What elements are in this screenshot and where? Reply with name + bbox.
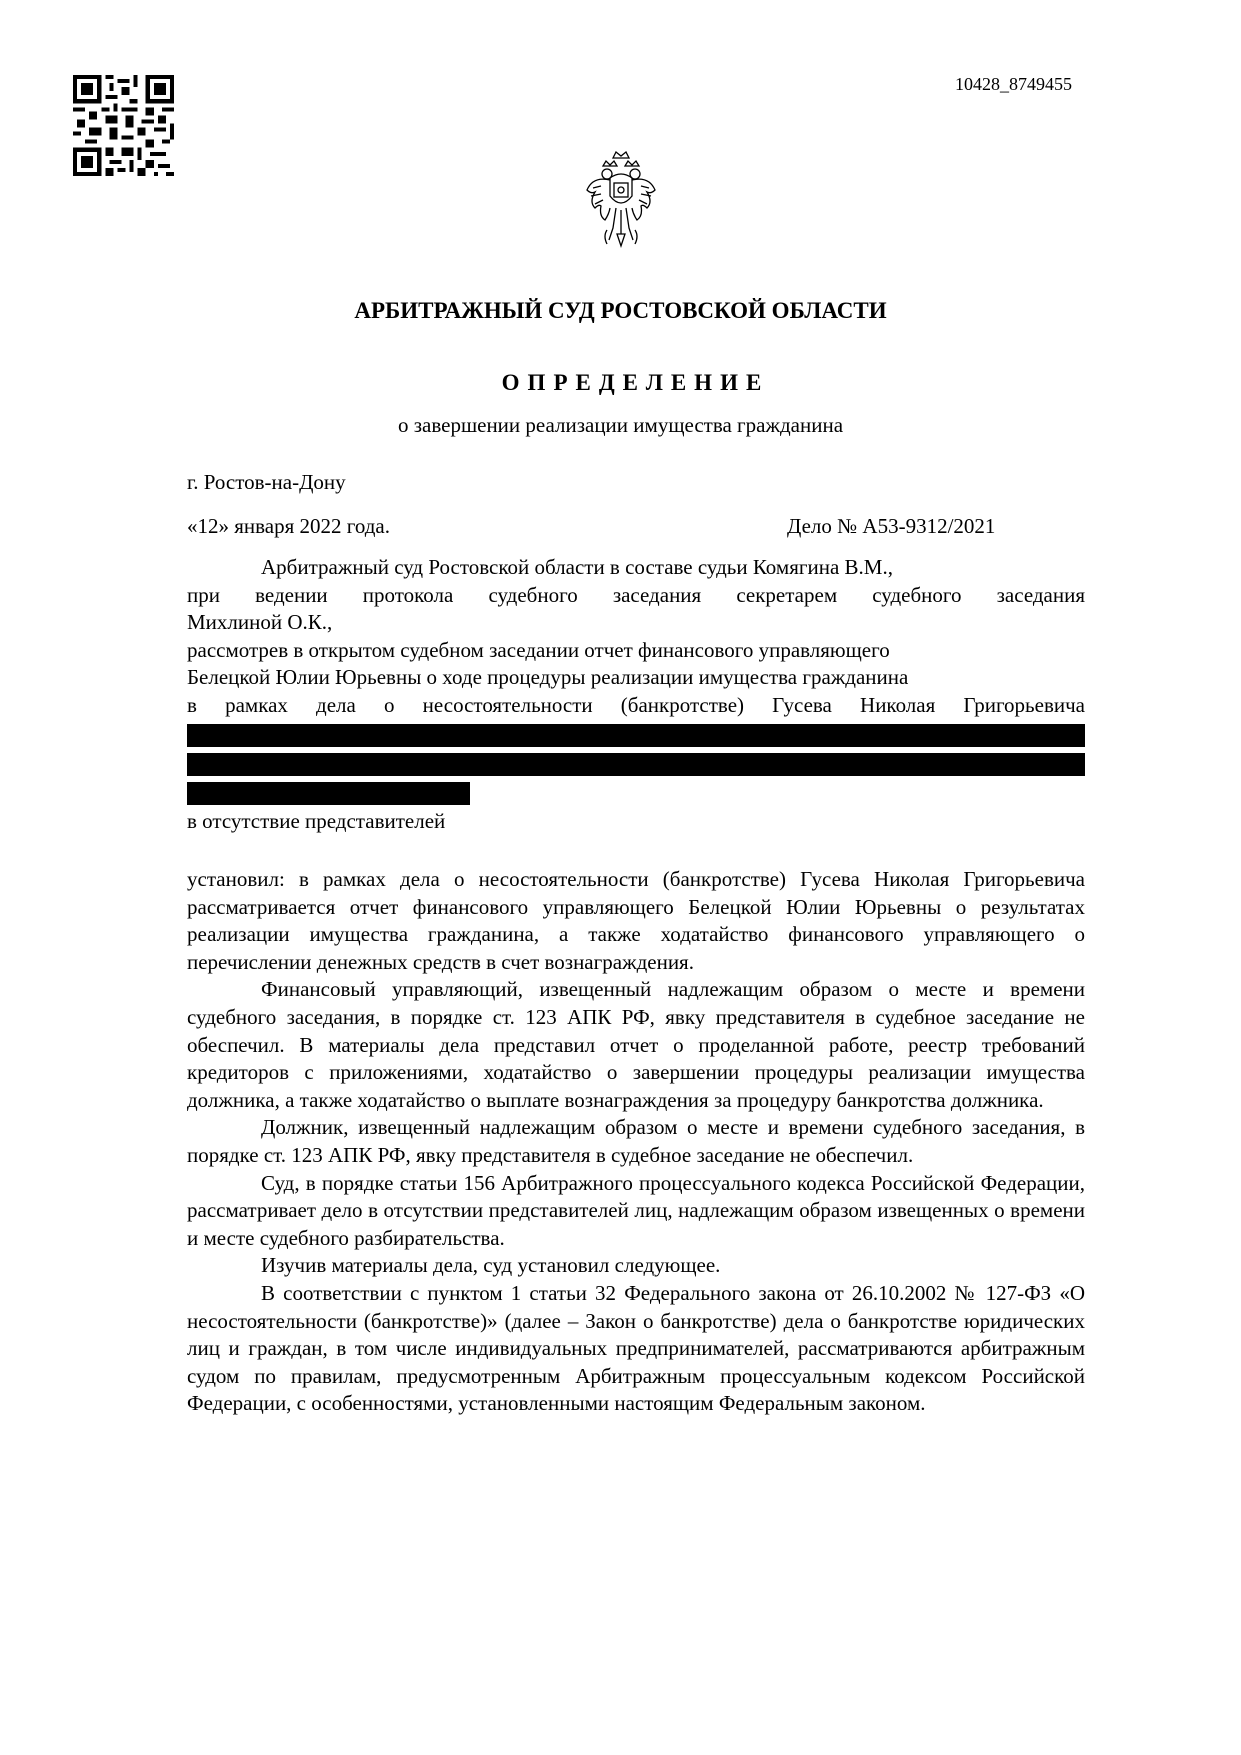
coat-of-arms-emblem	[583, 150, 659, 252]
paragraph-law-reference: В соответствии с пунктом 1 статьи 32 Федерального закона от 26.10.2002 № 127-ФЗ «О несостоятельности (банкротстве)» (далее – Закон о банкротстве) дела о банкротстве юридических лиц и граждан, в том числе индивидуальных предпринимателей, рассматриваются арбитражным судом по правилам, предусмотренным Арбитражным процессуальным кодексом Российской Федерации, с особенностями, установленными настоящим Федеральным законом.	[187, 1280, 1085, 1416]
intro-line-6: в рамках дела о несостоятельности (банкротстве) Гусева Николая Григорьевича	[187, 692, 1085, 717]
city-location: г. Ростов-на-Дону	[187, 470, 346, 494]
case-number: Дело № А53-9312/2021	[787, 514, 996, 538]
absence-note	[187, 808, 1085, 836]
intro-line-2: при ведении протокола судебного заседания секретарем судебного заседания	[187, 582, 1085, 607]
decision-body	[187, 866, 1085, 1418]
document-type-title: ОПРЕДЕЛЕНИЕ	[501, 370, 770, 395]
intro-line-4: рассмотрев в открытом судебном заседании отчет финансового управляющего	[187, 637, 890, 662]
paragraph-study: Изучив материалы дела, суд установил следующее.	[261, 1253, 721, 1278]
redaction-bar	[187, 724, 1085, 747]
court-name: АРБИТРАЖНЫЙ СУД РОСТОВСКОЙ ОБЛАСТИ	[354, 298, 887, 323]
document-id: 10428_8749455	[955, 74, 1072, 94]
redaction-bar	[187, 753, 1085, 776]
redaction-bar	[187, 782, 470, 805]
paragraph-established: установил: в рамках дела о несостоятельности (банкротстве) Гусева Николая Григорьевича рассматривается отчет финансового управляющего Белецкой Юлии Юрьевны о результатах реализации имущества гражданина, а также ходатайство финансового управляющего о перечислении денежных средств в счет вознаграждения.	[187, 867, 1085, 974]
intro-block	[187, 554, 1085, 720]
intro-line-3: Михлиной О.К.,	[187, 610, 333, 635]
intro-line-1: Арбитражный суд Ростовской области в составе судьи Комягина В.М.,	[261, 555, 893, 579]
intro-line-5: Белецкой Юлии Юрьевны о ходе процедуры реализации имущества гражданина	[187, 665, 909, 690]
paragraph-manager-absence: Финансовый управляющий, извещенный надлежащим образом о месте и времени судебного заседания, в порядке ст. 123 АПК РФ, явку представителя в судебное заседание не обеспечил. В материалы дела представил отчет о проделанной работе, реестр требований кредиторов с приложениями, ходатайство о завершении процедуры реализации имущества должника, а также ходатайство о выплате вознаграждения за процедуру банкротства должника.	[187, 977, 1085, 1112]
paragraph-debtor-absence: Должник, извещенный надлежащим образом о месте и времени судебного заседания, в порядке ст. 123 АПК РФ, явку представителя в судебное заседание не обеспечил.	[187, 1115, 1085, 1167]
qr-code	[73, 75, 174, 176]
decision-date: «12» января 2022 года.	[187, 514, 391, 538]
absence-note-text: в отсутствие представителей	[187, 809, 446, 833]
document-subtitle: о завершении реализации имущества гражданина	[397, 413, 844, 437]
paragraph-court-procedure: Суд, в порядке статьи 156 Арбитражного процессуального кодекса Российской Федерации, рассматривает дело в отсутствии представителей лиц, надлежащим образом извещенных о времени и месте судебного разбирательства.	[187, 1170, 1085, 1250]
